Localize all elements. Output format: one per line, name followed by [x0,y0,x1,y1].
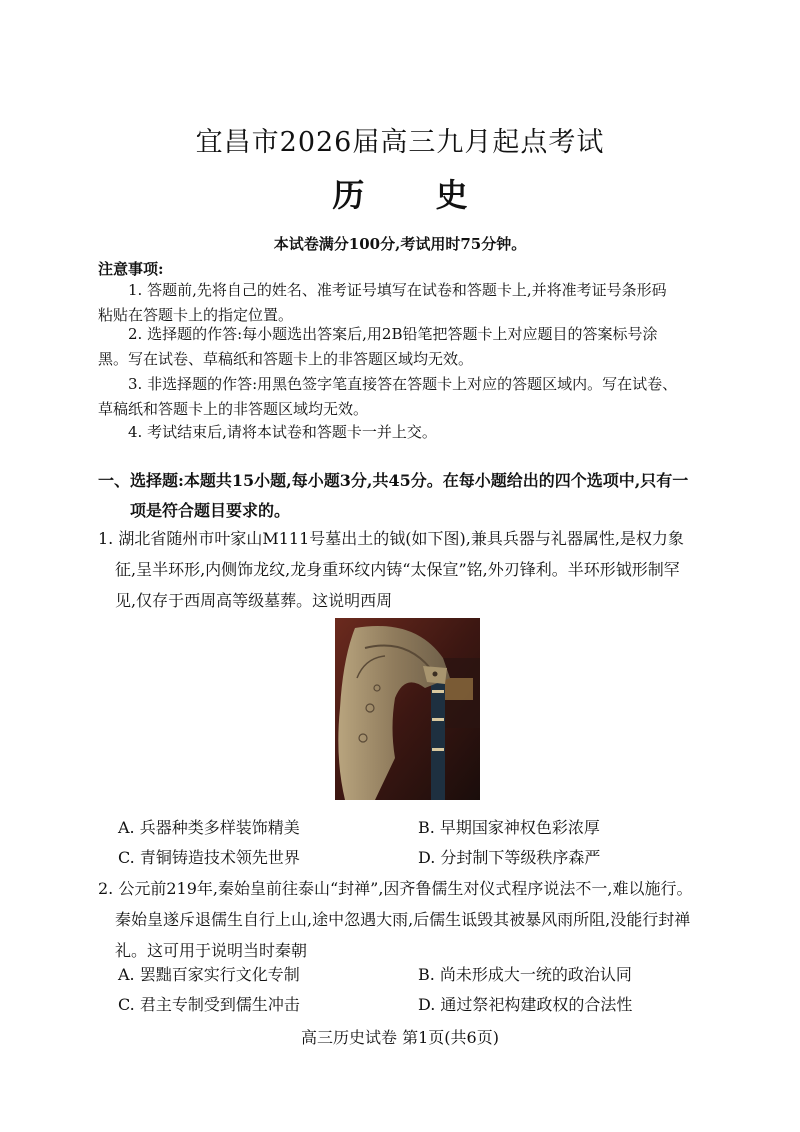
notice-line: 1. 答题前,先将自己的姓名、准考证号填写在试卷和答题卡上,并将准考证号条形码 [128,281,667,299]
notice-line: 粘贴在答题卡上的指定位置。 [98,306,294,324]
section-line: 一、选择题:本题共15小题,每小题3分,共45分。在每小题给出的四个选项中,只有一 [98,471,689,490]
bronze-axe-image [335,618,480,800]
question-1 [98,523,703,616]
question-line: 2. 公元前219年,秦始皇前往泰山“封禅”,因齐鲁儒生对仪式程序说法不一,难以施行。 [98,879,693,898]
notice-line: 3. 非选择题的作答:用黑色签字笔直接答在答题卡上对应的答题区域内。写在试卷、 [128,375,678,393]
q1-option-a: A. 兵器种类多样装饰精美 [118,818,300,837]
section-heading [98,466,703,526]
notice-line: 黑。写在试卷、草稿纸和答题卡上的非答题区域均无效。 [98,350,474,368]
notice-item-2 [98,322,698,372]
exam-title: 宜昌市2026届高三九月起点考试 [195,127,605,158]
notice-line: 草稿纸和答题卡上的非答题区域均无效。 [98,400,369,418]
notice-item-1 [98,278,698,328]
notice-title: 注意事项: [98,260,164,278]
notice-item-4 [98,420,698,445]
bronze-yue-photo [335,618,480,800]
question-line: 见,仅存于西周高等级墓葬。这说明西周 [115,591,393,610]
question-2 [98,873,703,966]
question-line: 1. 湖北省随州市叶家山M111号墓出土的钺(如下图),兼具兵器与礼器属性,是权力象 [98,529,684,548]
question-line: 征,呈半环形,内侧饰龙纹,龙身重环纹内铸“太保宣”铭,外刃锋利。半环形钺形制罕 [115,560,680,579]
q2-option-d: D. 通过祭祀构建政权的合法性 [418,995,633,1014]
q2-option-a: A. 罢黜百家实行文化专制 [118,965,300,984]
q1-option-d: D. 分封制下等级秩序森严 [418,848,601,867]
q1-option-c: C. 青铜铸造技术领先世界 [118,848,300,867]
section-line: 项是符合题目要求的。 [130,501,291,520]
q2-option-c: C. 君主专制受到儒生冲击 [118,995,300,1014]
question-line: 礼。这可用于说明当时秦朝 [115,941,308,960]
q1-option-b: B. 早期国家神权色彩浓厚 [418,818,600,837]
score-line: 本试卷满分100分,考试用时75分钟。 [273,235,527,253]
notice-line: 2. 选择题的作答:每小题选出答案后,用2B铅笔把答题卡上对应题目的答案标号涂 [128,325,658,343]
subject-title: 历 史 [332,176,498,214]
notice-item-3 [98,372,698,422]
notice-line: 4. 考试结束后,请将本试卷和答题卡一并上交。 [128,423,437,441]
page-footer: 高三历史试卷 第1页(共6页) [301,1028,499,1047]
question-line: 秦始皇遂斥退儒生自行上山,途中忽遇大雨,后儒生诋毁其被暴风雨所阻,没能行封禅 [115,910,691,929]
q2-option-b: B. 尚未形成大一统的政治认同 [418,965,632,984]
